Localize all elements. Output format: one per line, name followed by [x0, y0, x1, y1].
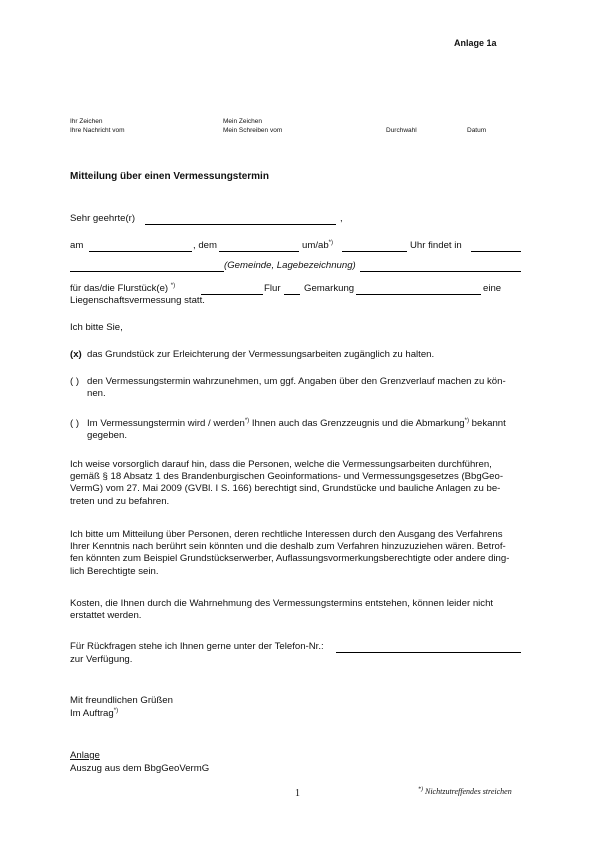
flur-label: Flur	[264, 283, 281, 294]
phone-number-blank[interactable]	[336, 652, 521, 653]
annex-label: Anlage 1a	[454, 38, 497, 48]
checklist-item-boundary	[70, 418, 525, 444]
uhr-label: Uhr findet in	[410, 240, 462, 251]
liegenschaft-text: Liegenschaftsvermessung statt.	[70, 295, 205, 306]
closing-auftrag: Im Auftrag*)	[70, 707, 119, 719]
flur-blank[interactable]	[284, 294, 300, 295]
eine-label: eine	[483, 283, 502, 294]
footnote: *) Nichtzutreffendes streichen	[418, 786, 512, 796]
time-blank[interactable]	[342, 251, 407, 252]
gemeinde-label: (Gemeinde, Lagebezeichnung)	[224, 260, 356, 271]
gemeinde-blank-right[interactable]	[360, 271, 521, 272]
phone-text-cont: zur Verfügung.	[70, 654, 133, 665]
mein-zeichen-label: Mein Zeichen	[223, 118, 263, 125]
weekday-blank[interactable]	[89, 251, 192, 252]
mein-schreiben-label: Mein Schreiben vom	[223, 127, 283, 134]
item-text: Im Vermessungstermin wird / werden*) Ihnen auch das Grenzzeugnis und die Abmarkung*) bekannt gegeben.	[87, 417, 506, 442]
phone-text: Für Rückfragen stehe ich Ihnen gerne unter der Telefon-Nr.:	[70, 641, 324, 652]
date-blank[interactable]	[219, 251, 299, 252]
salutation-text: Sehr geehrte(r)	[70, 213, 136, 224]
place-blank[interactable]	[471, 251, 521, 252]
item-mark-checked[interactable]: (x)	[70, 349, 82, 360]
attachment-label: Anlage	[70, 750, 100, 761]
attachment-text: Auszug aus dem BbgGeoVermG	[70, 763, 210, 774]
datum-label: Datum	[467, 127, 487, 134]
item-text: das Grundstück zur Erleichterung der Vermessungsarbeiten zugänglich zu halten.	[87, 349, 435, 360]
gemarkung-label: Gemarkung	[304, 283, 355, 294]
flurstueck-blank[interactable]	[201, 294, 263, 295]
salutation-comma: ,	[340, 213, 343, 224]
dem-label: , dem	[193, 240, 217, 251]
closing-greeting: Mit freundlichen Grüßen	[70, 695, 173, 706]
salutation-name-blank[interactable]	[145, 224, 336, 225]
ihr-zeichen-label: Ihr Zeichen	[70, 118, 103, 125]
ihre-nachricht-label: Ihre Nachricht vom	[70, 127, 125, 134]
checklist-item-attend	[70, 376, 525, 402]
rights-paragraph: Ich weise vorsorglich darauf hin, dass die Personen, welche die Vermessungsarbeiten durchführen, gemäß § 18 Absatz 1 des Brandenburgischen Geoinformations- und Vermessungsgesetzes (BbgGeo- VermG) vom 27. Mai 2009 (GVBl. I S. 166) berechtigt sind, Grundstücke und bauliche Anlagen zu be- treten und zu befahren.	[70, 459, 504, 507]
letter-title: Mitteilung über einen Vermessungstermin	[70, 171, 269, 182]
page-number: 1	[295, 788, 300, 799]
am-label: am	[70, 240, 84, 251]
flurstueck-label: für das/die Flurstück(e) *)	[70, 282, 176, 294]
gemarkung-blank[interactable]	[356, 294, 481, 295]
costs-paragraph: Kosten, die Ihnen durch die Wahrnehmung des Vermessungstermins entstehen, können leider nicht erstattet werden.	[70, 598, 494, 622]
persons-paragraph: Ich bitte um Mitteilung über Personen, deren rechtliche Interessen durch den Ausgang des Verfahrens Ihrer Kenntnis nach berührt sein könnten und die deshalb zum Verfahren hinzuzuziehen wären. Betrof- fen könnten zum Beispiel Grundstückserwerber, Auflassungsvormerkungsberechtigte oder andere ding- lich Berechtigte sein.	[70, 529, 510, 577]
item-mark-unchecked[interactable]: ( )	[70, 376, 80, 387]
request-intro: Ich bitte Sie,	[70, 322, 123, 333]
durchwahl-label: Durchwahl	[386, 127, 417, 134]
item-text: den Vermessungstermin wahrzunehmen, um ggf. Angaben über den Grenzverlauf machen zu kön- nen.	[87, 376, 506, 400]
um-label: um/ab*)	[302, 239, 334, 251]
item-mark-unchecked[interactable]: ( )	[70, 418, 80, 429]
gemeinde-blank-left[interactable]	[70, 271, 224, 272]
